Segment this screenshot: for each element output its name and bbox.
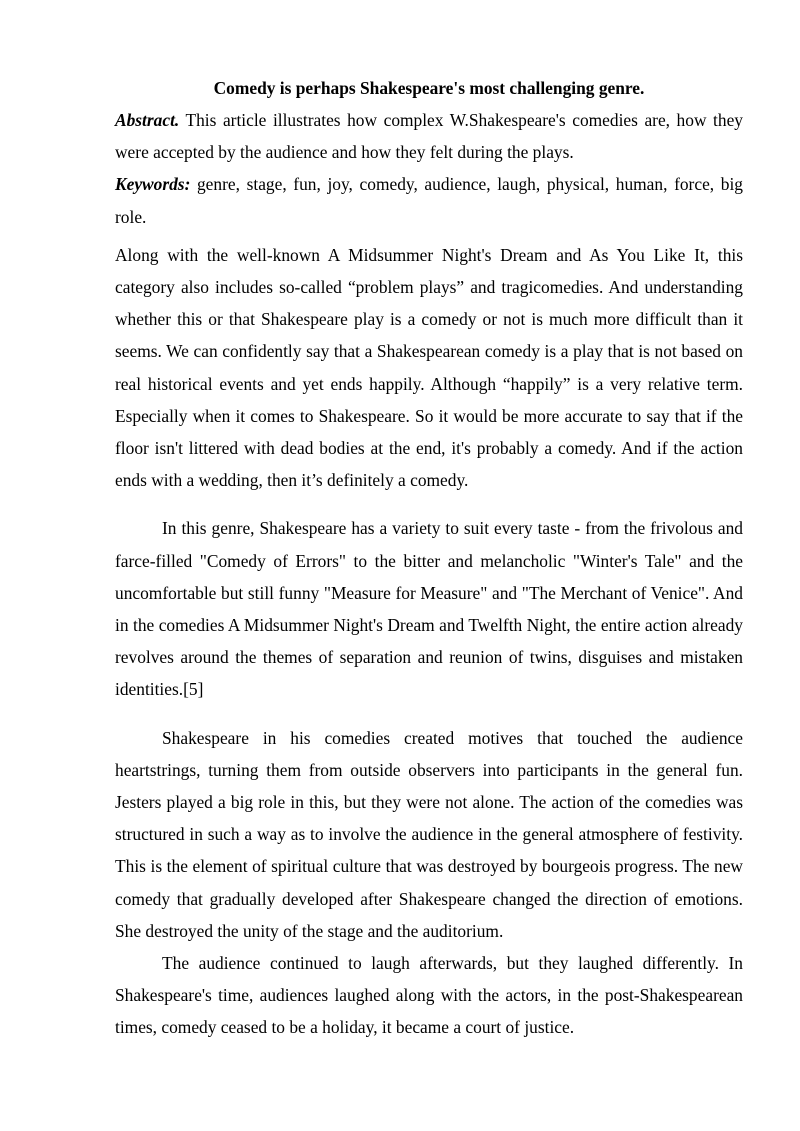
keywords-text: genre, stage, fun, joy, comedy, audience, laugh, physical, human, force, big role. (115, 174, 743, 227)
body-paragraph-2: In this genre, Shakespeare has a variety to suit every taste - from the frivolous and farce-filled "Comedy of Errors" to the bitter and melancholic "Winter's Tale" and the uncomfortable but still funny "Measure for Measure" and "The Merchant of Venice". And in the comedies A Midsummer Night's Dream and Twelfth Night, the entire action already revolves around the themes of separation and reunion of twins, disguises and mistaken identities.[5] (115, 518, 743, 700)
abstract-text: This article illustrates how complex W.Shakespeare's comedies are, how they were accepted by the audience and how they felt during the plays. (115, 110, 743, 163)
body-paragraph-4: The audience continued to laugh afterwards, but they laughed differently. In Shakespeare's time, audiences laughed along with the actors, in the post-Shakespearean times, comedy ceased to be a holiday, it became a court of justice. (115, 953, 743, 1038)
body-paragraph-1: Along with the well-known A Midsummer Night's Dream and As You Like It, this category also includes so-called “problem plays” and tragicomedies. And understanding whether this or that Shakespeare play is a comedy or not is much more difficult than it seems. We can confidently say that a Shakespearean comedy is a play that is not based on real historical events and yet ends happily. Although “happily” is a very relative term. Especially when it comes to Shakespeare. So it would be more accurate to say that if the floor isn't littered with dead bodies at the end, it's probably a comedy. And if the action ends with a wedding, then it’s definitely a comedy. (115, 244, 743, 491)
keywords-label: Keywords: (115, 174, 191, 195)
paper-title: Comedy is perhaps Shakespeare's most challenging genre. (213, 78, 645, 98)
abstract-label: Abstract. (115, 110, 180, 130)
body-paragraph-3: Shakespeare in his comedies created motives that touched the audience heartstrings, turning them from outside observers into participants in the general fun. Jesters played a big role in this, but they were not alone. The action of the comedies was structured in such a way as to involve the audience in the general atmosphere of festivity. This is the element of spiritual culture that was destroyed by bourgeois progress. The new comedy that gradually developed after Shakespeare changed the direction of emotions. She destroyed the unity of the stage and the auditorium. (115, 727, 743, 941)
abstract-paragraph (115, 104, 743, 168)
document-page (115, 72, 743, 1044)
keywords-paragraph (115, 168, 743, 232)
